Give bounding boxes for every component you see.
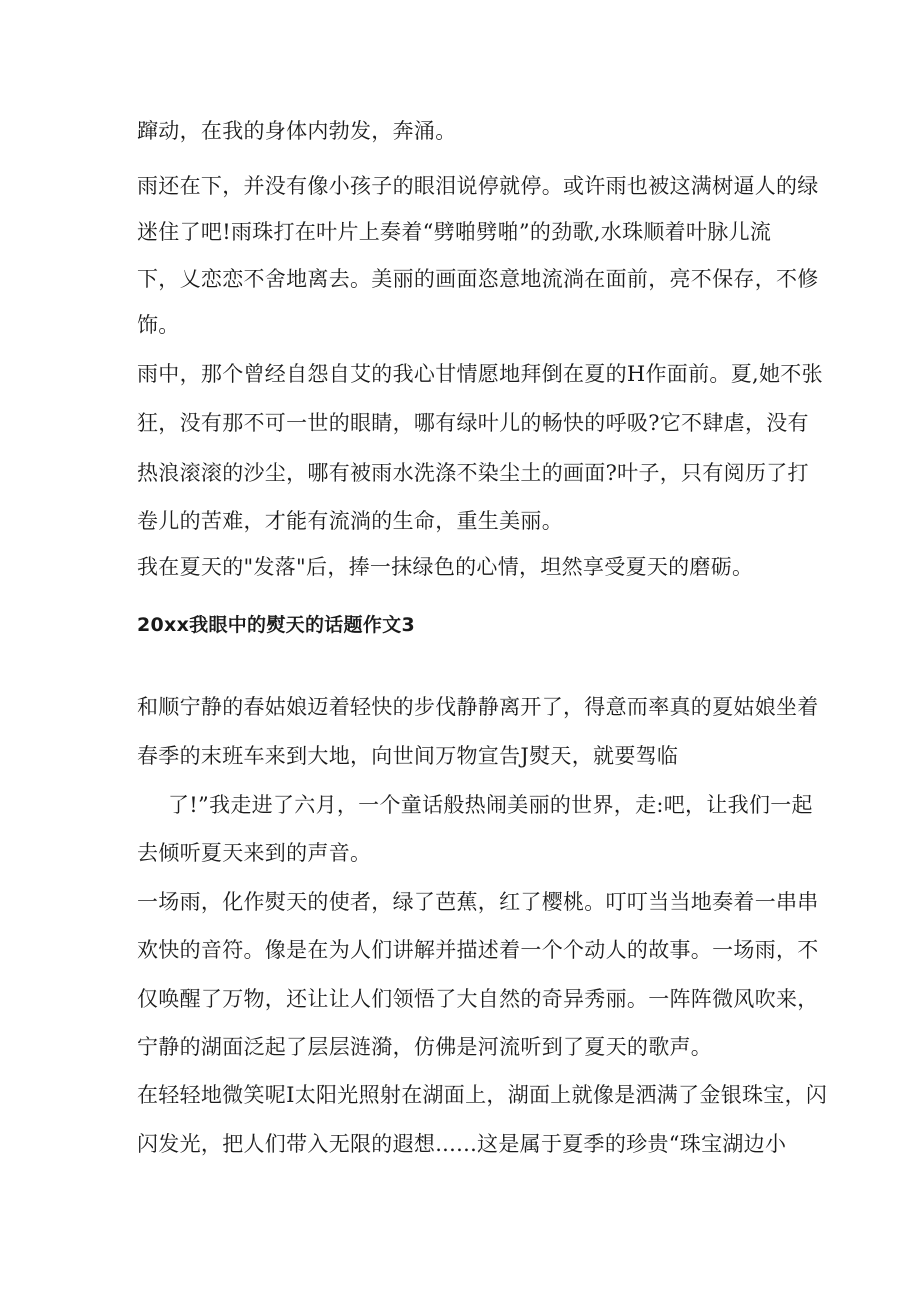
paragraph-line: 狂，没有那不可一世的眼睛，哪有绿叶儿的畅快的呼吸?它不肆虐，没有: [137, 411, 809, 435]
paragraph-line: 了!”我走进了六月，一个童话般热闹美丽的世界，走:吧，让我们一起: [168, 793, 813, 817]
paragraph-line: 雨中，那个曾经自怨自艾的我心甘情愿地拜倒在夏的H作面前。夏,她不张: [137, 362, 823, 386]
paragraph-line: 热浪滚滚的沙尘，哪有被雨水洗涤不染尘土的画面?叶子，只有阅历了打: [137, 461, 809, 485]
paragraph-line: 饰。: [137, 313, 180, 337]
paragraph-line: 仅唤醒了万物，还让让人们领悟了大自然的奇异秀丽。一阵阵微风吹来，: [137, 987, 819, 1011]
paragraph-line: 蹿动，在我的身体内勃发，奔涌。: [137, 119, 457, 143]
paragraph-line: 迷住了吧!雨珠打在叶片上奏着“劈啪劈啪”的劲歌,水珠顺着叶脉儿流: [137, 220, 772, 244]
paragraph-line: 下，乂恋恋不舍地离去。美丽的画面恣意地流淌在面前，亮不保存，不修: [137, 267, 819, 291]
section-heading: 20xx我眼中的熨天的话题作文3: [137, 614, 415, 636]
paragraph-line: 我在夏天的"发落"后，捧一抹绿色的心情，坦然享受夏天的磨砺。: [137, 555, 754, 579]
paragraph-line: 闪发光，把人们带入无限的遐想......这是属于夏季的珍贵“珠宝湖边小: [137, 1132, 787, 1156]
paragraph-line: 宁静的湖面泛起了层层涟漪，仿佛是河流听到了夏天的歌声。: [137, 1035, 713, 1059]
paragraph-line: 和顺宁静的春姑娘迈着轻快的步伐静静离开了，得意而率真的夏姑娘坐着: [137, 695, 819, 719]
paragraph-line: 卷儿的苦难，才能有流淌的生命，重生美丽。: [137, 509, 563, 533]
paragraph-line: 一场雨，化作熨天的使者，绿了芭蕉，红了樱桃。叮叮当当地奏着一串串: [137, 890, 819, 914]
paragraph-line: 去倾听夏天来到的声音。: [137, 841, 372, 865]
paragraph-line: 在轻轻地微笑呢I太阳光照射在湖面上，湖面上就像是洒满了金银珠宝，闪: [137, 1083, 828, 1107]
paragraph-line: 春季的末班车来到大地，向世间万物宣告J熨天，就要驾临: [137, 744, 679, 768]
paragraph-line: 雨还在下，并没有像小孩子的眼泪说停就停。或许雨也被这满树逼人的绿: [137, 174, 819, 198]
paragraph-line: 欢快的音符。像是在为人们讲解并描述着一个个动人的故事。一场雨，不: [137, 938, 819, 962]
